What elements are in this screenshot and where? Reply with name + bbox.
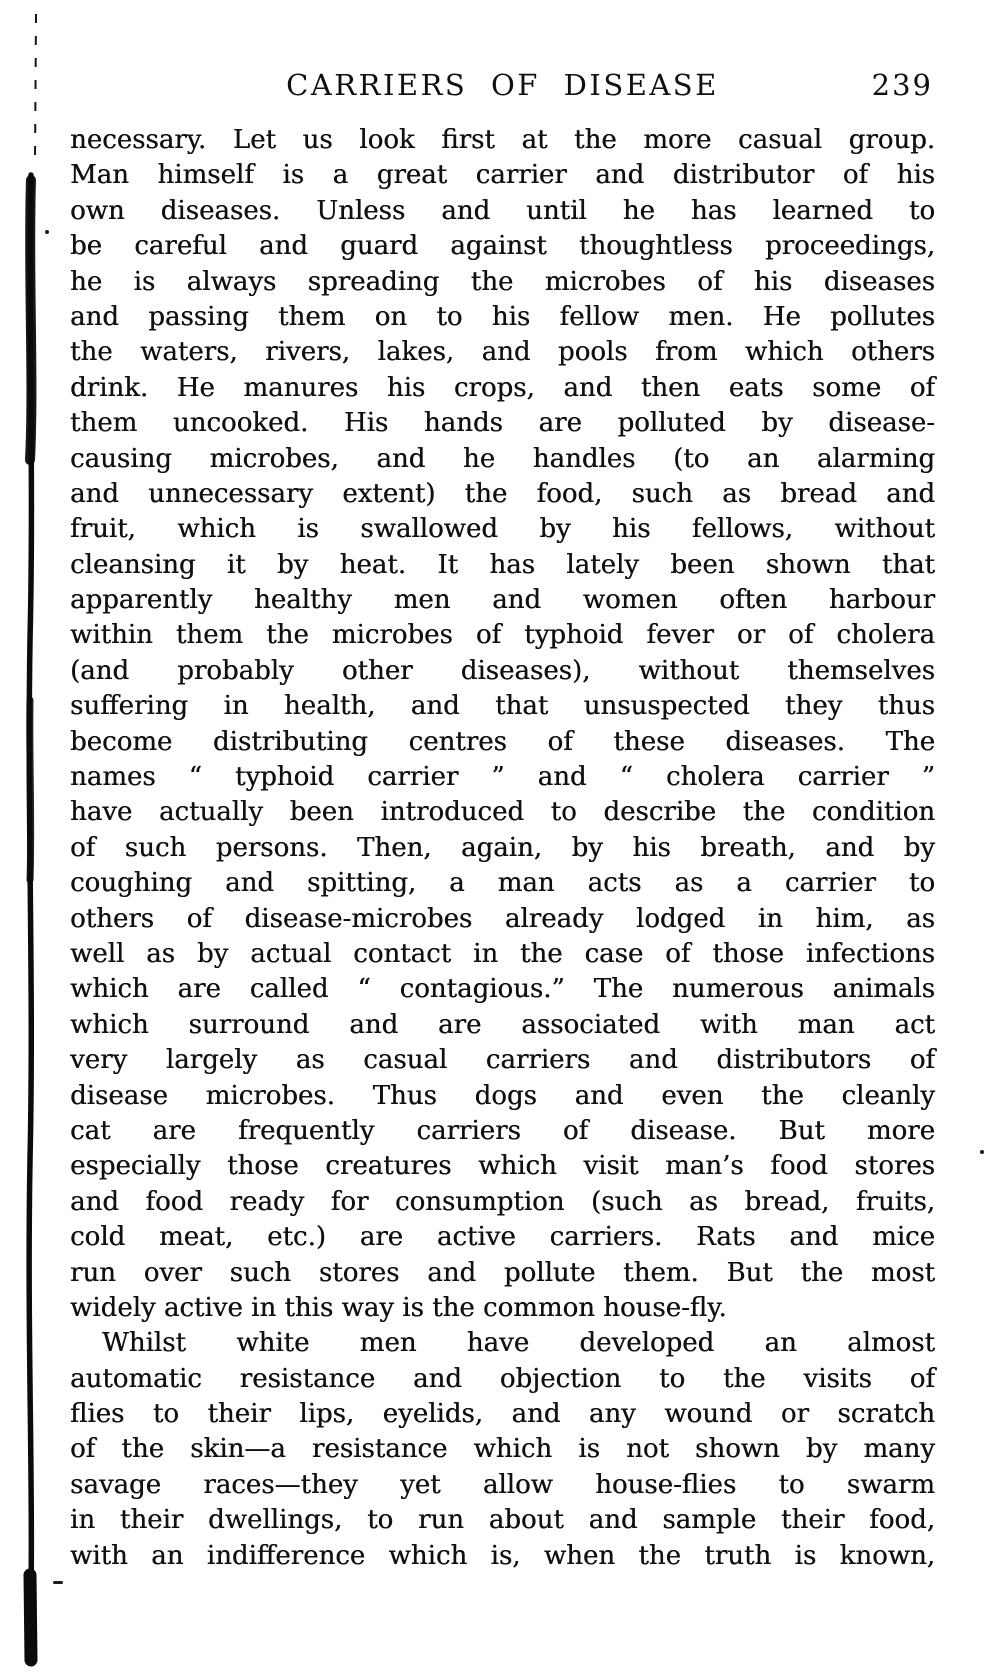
binding-mark: [0, 0, 70, 1673]
text-line: and passing them on to his fellow men. He pollutes: [70, 301, 935, 332]
text-line: necessary. Let us look first at the more casual group.: [70, 125, 935, 155]
text-body: [70, 123, 935, 1574]
scan-speck: [980, 1150, 984, 1154]
text-line: well as by actual contact in the case of those infections: [70, 938, 935, 969]
text-line: of such persons. Then, again, by his breath, and by: [70, 832, 935, 863]
text-line: coughing and spitting, a man acts as a carrier to: [70, 868, 935, 899]
running-title: CARRIERS OF DISEASE: [286, 68, 719, 102]
text-line: and food ready for consumption (such as bread, fruits,: [70, 1186, 935, 1217]
text-line: names “ typhoid carrier ” and “ cholera carrier ”: [70, 762, 935, 793]
text-line: own diseases. Unless and until he has learned to: [70, 195, 935, 226]
text-line: fruit, which is swallowed by his fellows, without: [70, 514, 935, 545]
text-line: Whilst white men have developed an almost: [102, 1328, 935, 1359]
text-line: the waters, rivers, lakes, and pools from which others: [70, 337, 935, 368]
text-line: with an indifference which is, when the truth is known,: [70, 1540, 935, 1571]
text-line: cleansing it by heat. It has lately been shown that: [70, 549, 935, 580]
text-line: run over such stores and pollute them. But the most: [70, 1257, 935, 1288]
text-line: cold meat, etc.) are active carriers. Rats and mice: [70, 1222, 935, 1253]
text-line: widely active in this way is the common house-fly.: [70, 1292, 727, 1323]
text-line: suffering in health, and that unsuspected they thus: [70, 691, 935, 722]
text-line: he is always spreading the microbes of his diseases: [70, 266, 935, 297]
text-line: savage races—they yet allow house-flies to swarm: [70, 1469, 935, 1500]
text-line: Man himself is a great carrier and distributor of his: [70, 160, 935, 191]
text-line: have actually been introduced to describe the condition: [70, 797, 935, 828]
text-line: within them the microbes of typhoid fever or of cholera: [70, 620, 935, 651]
text-line: of the skin—a resistance which is not shown by many: [70, 1434, 935, 1465]
text-line: which are called “ contagious.” The numerous animals: [70, 974, 935, 1005]
text-line: become distributing centres of these diseases. The: [70, 726, 935, 757]
text-line: (and probably other diseases), without themselves: [70, 655, 935, 686]
page-number: 239: [871, 68, 933, 102]
text-line: flies to their lips, eyelids, and any wound or scratch: [70, 1399, 935, 1430]
text-line: very largely as casual carriers and distributors of: [70, 1045, 935, 1076]
text-line: apparently healthy men and women often harbour: [70, 585, 935, 616]
text-line: especially those creatures which visit man’s food stores: [70, 1151, 935, 1182]
text-line: in their dwellings, to run about and sample their food,: [70, 1505, 935, 1536]
text-line: causing microbes, and he handles (to an alarming: [70, 443, 935, 474]
text-line: and unnecessary extent) the food, such as bread and: [70, 478, 935, 509]
text-line: cat are frequently carriers of disease. But more: [70, 1115, 935, 1146]
text-line: automatic resistance and objection to the visits of: [70, 1363, 935, 1394]
text-line: be careful and guard against thoughtless proceedings,: [70, 231, 935, 262]
text-line: others of disease-microbes already lodged in him, as: [70, 903, 935, 934]
text-line: which surround and are associated with man act: [70, 1009, 935, 1040]
text-line: drink. He manures his crops, and then eats some of: [70, 372, 935, 403]
text-line: them uncooked. His hands are polluted by disease-: [70, 408, 935, 439]
text-line: disease microbes. Thus dogs and even the cleanly: [70, 1080, 935, 1111]
page-header: [70, 68, 935, 104]
